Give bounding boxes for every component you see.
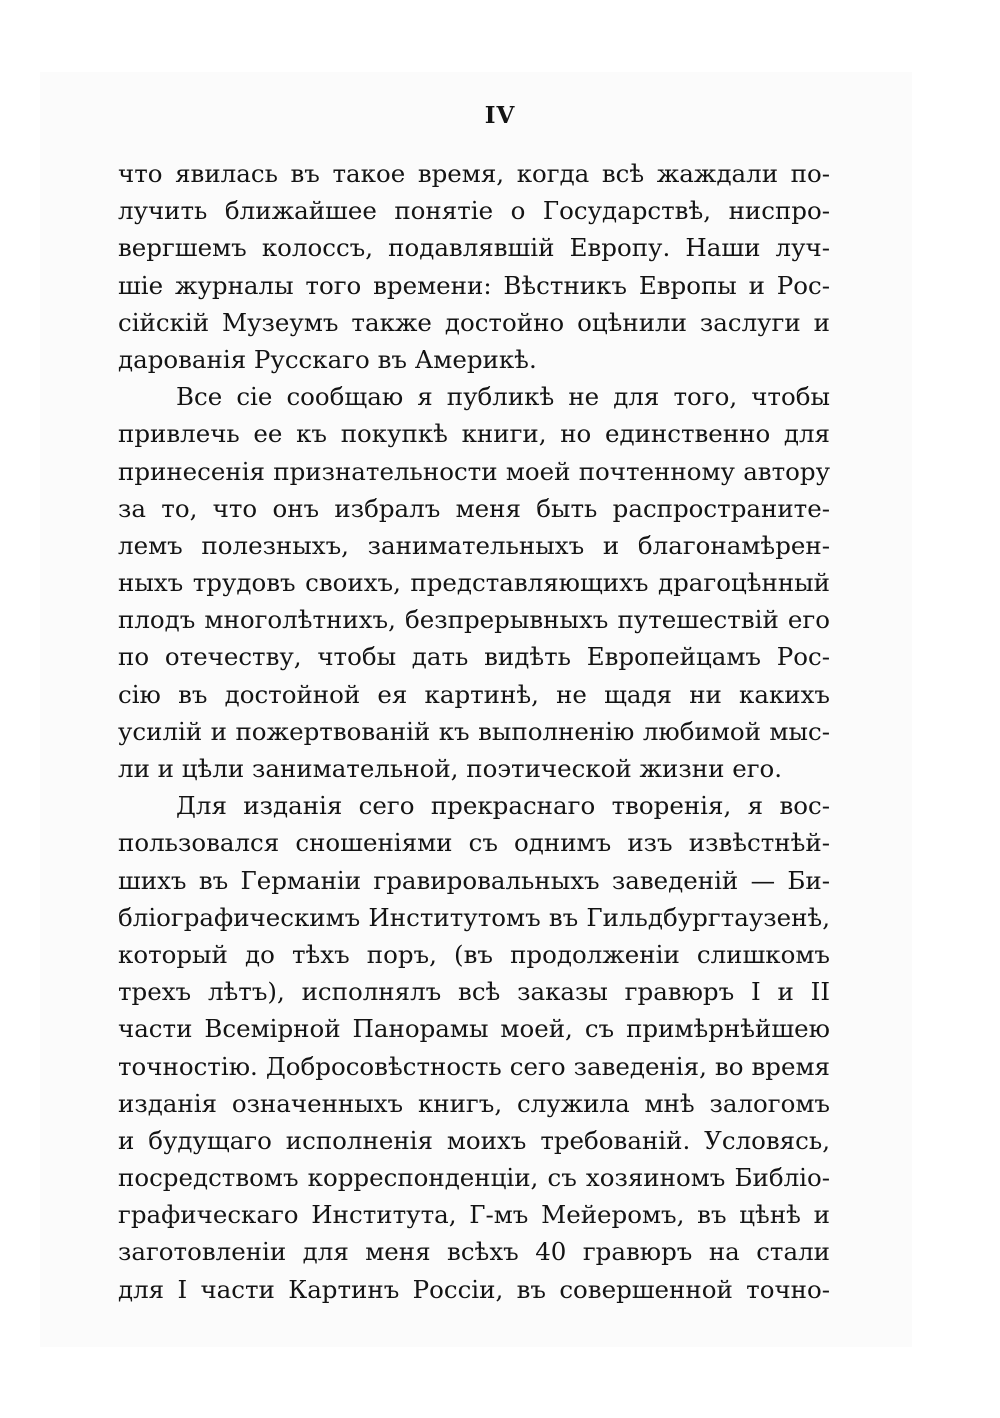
page-number: IV <box>484 102 516 129</box>
text-line: шихъ въ Германіи гравировальныхъ заведеній — Би- <box>118 865 830 895</box>
text-line: что явилась въ такое время, когда всѣ жаждали по- <box>118 159 830 188</box>
text-line: части Всемірной Панорамы моей, съ примѣрнѣйшею <box>118 1014 830 1044</box>
text-line: вергшемъ колоссъ, подавлявшій Европу. Наши луч- <box>118 233 830 263</box>
text-line: ныхъ трудовъ своихъ, представляющихъ драгоцѣнный <box>118 568 830 598</box>
text-line: трехъ лѣтъ), исполнялъ всѣ заказы гравюръ I и II <box>118 977 830 1007</box>
text-line: посредствомъ корреспонденціи, съ хозяиномъ Библіо- <box>118 1163 830 1193</box>
text-line: сійскій Музеумъ также достойно оцѣнили заслуги и <box>118 307 830 337</box>
text-line: лучить ближайшее понятіе о Государствѣ, ниспро- <box>118 196 830 226</box>
text-line: дарованія Русскаго въ Америкѣ. <box>118 344 537 374</box>
text-line: сію въ достойной ея картинѣ, не щадя ни какихъ <box>118 679 830 709</box>
text-line: точностію. Добросовѣстность сего заведенія, во время <box>118 1051 830 1081</box>
text-line: заготовленіи для меня всѣхъ 40 гравюръ на стали <box>118 1237 830 1267</box>
text-line: и будущаго исполненія моихъ требованій. Условясь, <box>118 1125 830 1155</box>
text-line: плодъ многолѣтнихъ, безпрерывныхъ путешествій его <box>118 605 830 635</box>
text-line: Для изданія сего прекраснаго творенія, я вос- <box>176 791 830 821</box>
text-line: привлечь ее къ покупкѣ книги, но единственно для <box>118 419 830 449</box>
text-line: усилій и пожертвованій къ выполненію любимой мыс- <box>118 716 830 746</box>
text-line: за то, что онъ избралъ меня быть распространите- <box>118 493 830 523</box>
text-line: ли и цѣли занимательной, поэтической жизни его. <box>118 754 783 783</box>
text-line: по отечеству, чтобы дать видѣть Европейцамъ Рос- <box>118 642 830 672</box>
text-line: шіе журналы того времени: Вѣстникъ Европы и Рос- <box>118 270 830 300</box>
text-line: принесенія признательности моей почтенному автору <box>118 456 830 486</box>
body-text <box>118 155 830 1308</box>
text-line: который до тѣхъ поръ, (въ продолженіи слишкомъ <box>118 939 830 969</box>
text-line: бліографическимъ Институтомъ въ Гильдбургтаузенѣ, <box>118 902 830 932</box>
text-line: изданія означенныхъ книгъ, служила мнѣ залогомъ <box>118 1088 830 1118</box>
text-line: Все сіе сообщаю я публикѣ не для того, чтобы <box>176 382 830 412</box>
text-line: графическаго Института, Г-мъ Мейеромъ, въ цѣнѣ и <box>118 1200 830 1230</box>
text-line: пользовался сношеніями съ однимъ изъ извѣстнѣй- <box>118 828 830 858</box>
text-line: для I части Картинъ Россіи, въ совершенной точно- <box>118 1274 830 1304</box>
text-line: лемъ полезныхъ, занимательныхъ и благонамѣрен- <box>118 530 830 560</box>
